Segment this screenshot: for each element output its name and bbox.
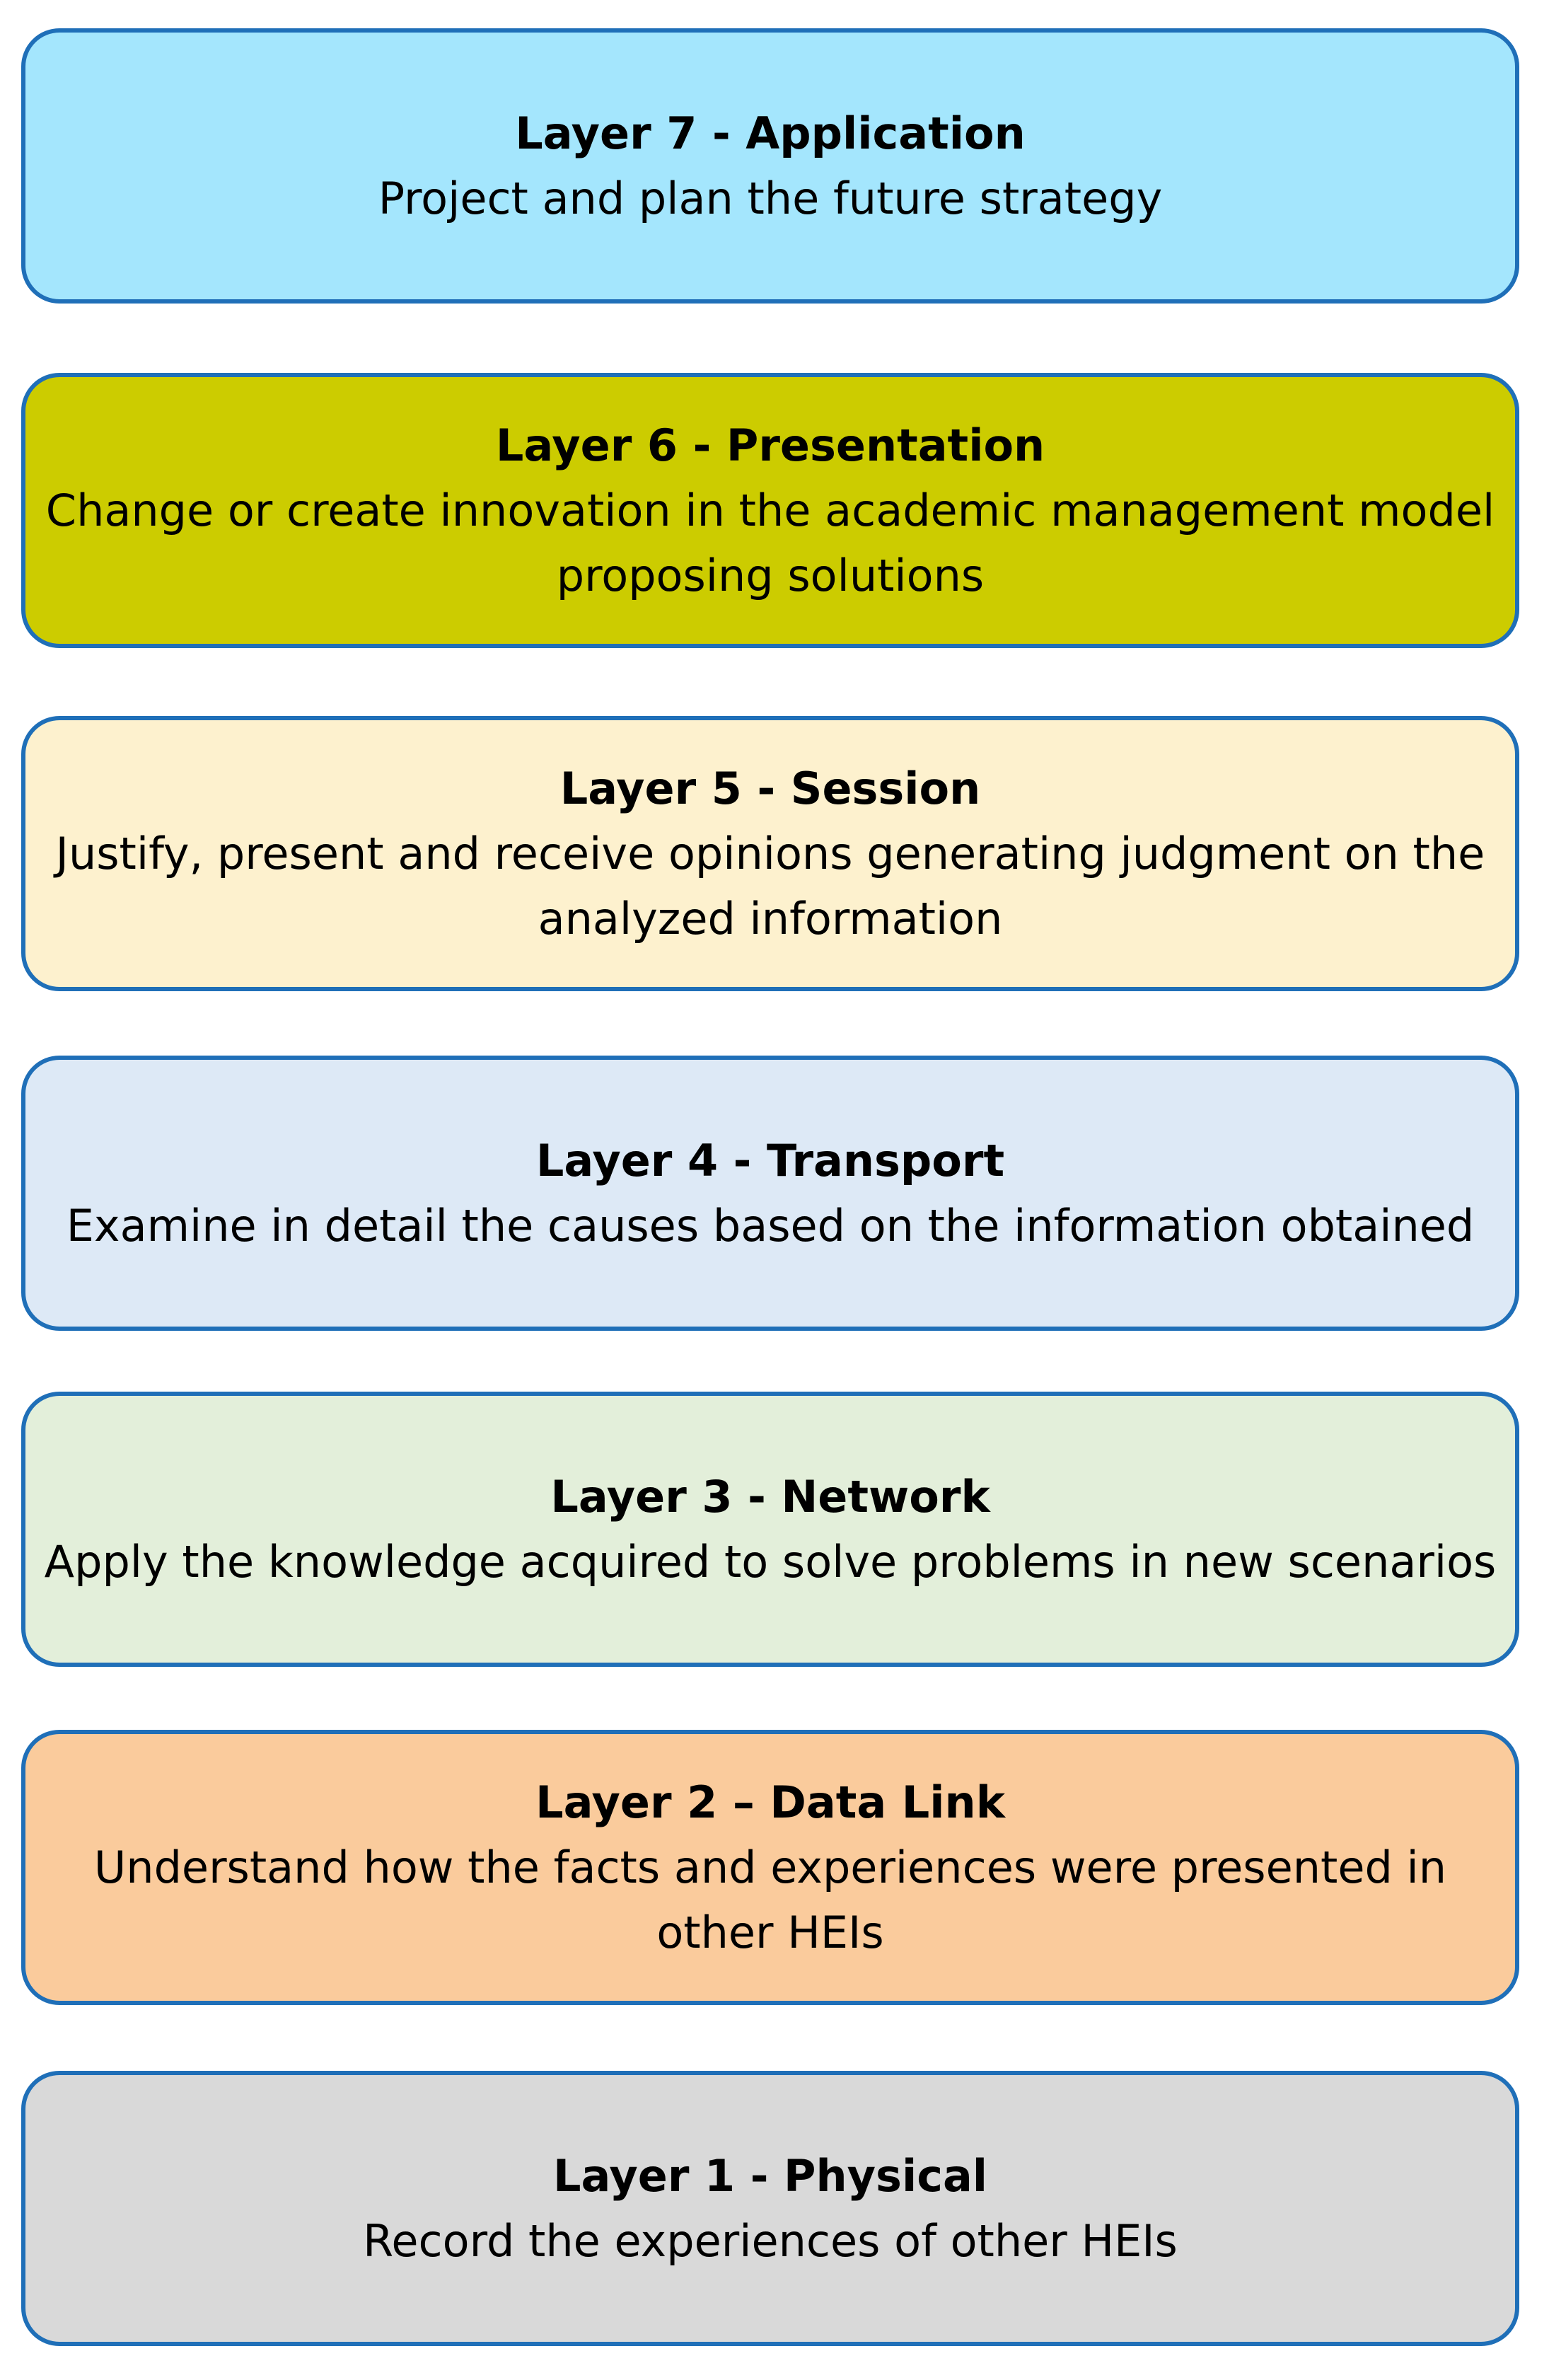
layer-5-title: Layer 5 - Session — [559, 762, 981, 814]
layer-4-description: Examine in detail the causes based on the information obtained — [66, 1199, 1475, 1252]
layer-7-title: Layer 7 - Application — [515, 107, 1026, 159]
layer-2-description: Understand how the facts and experiences were presented in other HEIs — [93, 1841, 1447, 1958]
layer-5-session-box — [21, 716, 1519, 991]
layer-7-description: Project and plan the future strategy — [378, 172, 1163, 224]
layer-6-title: Layer 6 - Presentation — [495, 419, 1045, 471]
layer-1-description: Record the experiences of other HEIs — [363, 2214, 1178, 2267]
layer-1-physical-box — [21, 2071, 1519, 2346]
layer-2-title: Layer 2 – Data Link — [535, 1776, 1005, 1828]
layer-3-description: Apply the knowledge acquired to solve problems in new scenarios — [44, 1535, 1497, 1588]
layer-3-network-box — [21, 1392, 1519, 1667]
layer-4-transport-box — [21, 1056, 1519, 1331]
layer-2-data-link-box — [21, 1730, 1519, 2005]
layer-7-application-box — [21, 28, 1519, 304]
layer-1-title: Layer 1 - Physical — [552, 2149, 988, 2202]
layer-5-description: Justify, present and receive opinions generating judgment on the analyzed information — [55, 827, 1485, 945]
layer-6-description: Change or create innovation in the academic management model proposing solutions — [45, 484, 1495, 601]
layer-6-presentation-box — [21, 373, 1519, 648]
layer-3-title: Layer 3 - Network — [550, 1470, 990, 1523]
layer-4-title: Layer 4 - Transport — [535, 1134, 1005, 1186]
